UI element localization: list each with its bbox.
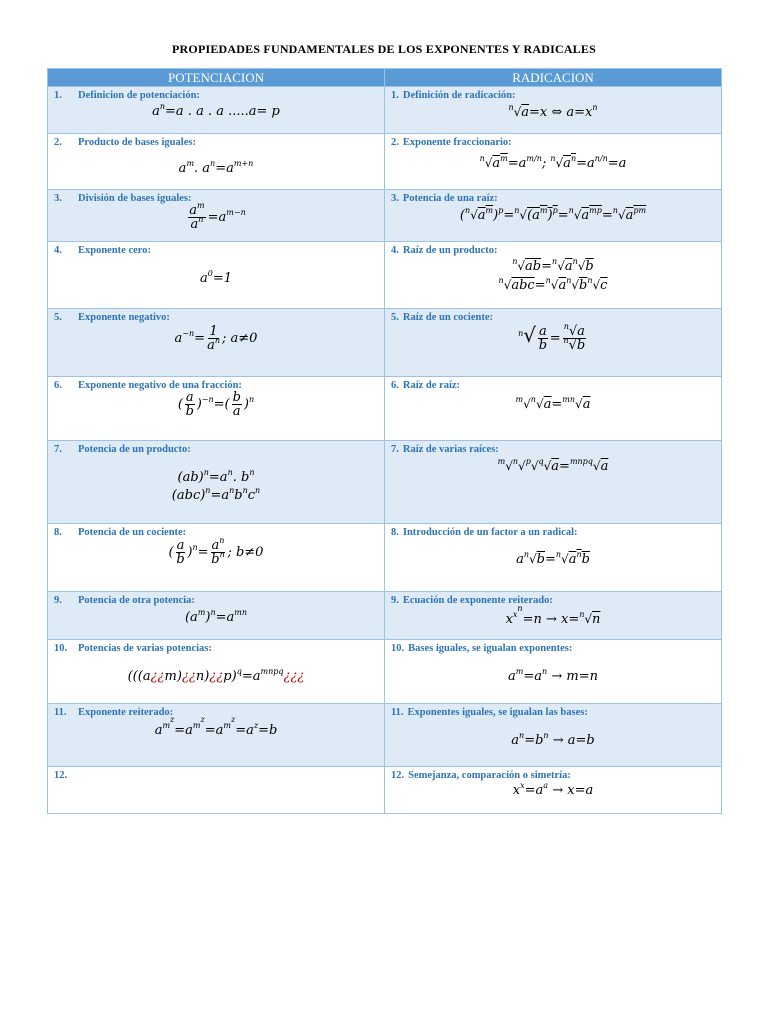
column-header-potenciacion: POTENCIACION <box>48 69 385 87</box>
formula: $^n$√ $\frac{a}{b}$ = $\frac{^n√a}{^n√b}$ <box>518 322 586 353</box>
item-number: 11. <box>54 707 67 718</box>
item-label: Definición de radicación: <box>402 90 516 101</box>
formula: $a^{m^z}=a^{m^z}=a^{m^z}=a^z=b$ <box>154 715 278 738</box>
item-number: 10. <box>391 643 405 654</box>
item-number: 11. <box>391 707 404 718</box>
item-label: Ecuación de exponente reiterado: <box>402 595 553 606</box>
radical-cell-12 <box>385 767 722 814</box>
formula: $^n√a^m=a^{m/n}$; $^n√a^n=a^{n/n}=a$ <box>479 154 627 171</box>
radical-cell-10 <box>385 640 722 704</box>
item-label: Potencia de otra potencia: <box>78 595 195 606</box>
potencia-cell-12 <box>48 767 385 814</box>
item-number: 4. <box>54 245 62 256</box>
formula: $a^m$. $a^n=a^{m+n}$ <box>178 159 254 176</box>
item-number: 7. <box>54 444 62 455</box>
formula: $(ab)^n=a^n$. $b^n$ <box>177 468 255 485</box>
potencia-cell-11 <box>48 704 385 767</box>
potencia-cell-8 <box>48 524 385 592</box>
properties-table <box>47 68 722 814</box>
radical-cell-6 <box>385 377 722 441</box>
radical-cell-2 <box>385 134 722 190</box>
item-number: 2. <box>54 137 62 148</box>
item-number: 8. <box>54 527 62 538</box>
item-label: Potencias de varias potencias: <box>78 643 212 654</box>
table-row <box>48 704 722 767</box>
formula: $a^n√b=^n√a^nb$ <box>516 550 590 567</box>
formula: $x^{x^n}=n \to x=^n√n$ <box>505 604 601 627</box>
item-number: 9. <box>391 595 399 606</box>
item-number: 9. <box>54 595 62 606</box>
potencia-cell-3 <box>48 190 385 242</box>
item-number: 5. <box>54 312 62 323</box>
item-number: 6. <box>391 380 399 391</box>
radical-cell-7 <box>385 441 722 524</box>
potencia-cell-1 <box>48 87 385 134</box>
table-row <box>48 87 722 134</box>
item-label: División de bases iguales: <box>78 193 192 204</box>
radical-cell-5 <box>385 309 722 377</box>
table-row <box>48 592 722 640</box>
item-label: Potencia de un producto: <box>78 444 191 455</box>
radical-cell-11 <box>385 704 722 767</box>
item-number: 1. <box>54 90 62 101</box>
item-number: 8. <box>391 527 399 538</box>
formula-2: $(abc)^n=a^nb^nc^n$ <box>171 486 261 503</box>
potencia-cell-4 <box>48 242 385 309</box>
table-row <box>48 190 722 242</box>
potencia-cell-2 <box>48 134 385 190</box>
item-number: 10. <box>54 643 68 654</box>
potencia-cell-9 <box>48 592 385 640</box>
formula: ( $\frac{a}{b}$ )$^{-n}$=( $\frac{b}{a}$ )$^n$ <box>177 390 255 419</box>
table-row <box>48 377 722 441</box>
table-row <box>48 134 722 190</box>
formula: $a^m=a^n \to m=n$ <box>508 667 598 684</box>
item-label: Exponente fraccionario: <box>402 137 512 148</box>
item-label: Raíz de un producto: <box>402 245 498 256</box>
table-row <box>48 524 722 592</box>
item-label: Semejanza, comparación o simetría: <box>408 770 571 781</box>
item-number: 2. <box>391 137 399 148</box>
formula: $(a^m)^n=a^{mn}$ <box>184 608 248 625</box>
column-header-radicacion: RADICACION <box>385 69 722 87</box>
table-row <box>48 441 722 524</box>
item-number: 3. <box>54 193 62 204</box>
item-label: Bases iguales, se igualan exponentes: <box>408 643 573 654</box>
radical-cell-8 <box>385 524 722 592</box>
formula: $a^n=a$ . a . a .....a= p <box>152 102 280 119</box>
formula: $^n√ab=^n√a^n√b$ <box>512 257 594 274</box>
item-label: Potencia de una raíz: <box>402 193 498 204</box>
formula: $a^n=b^n \to a=b$ <box>511 731 595 748</box>
formula: $a^{-n}=$ $\frac{1}{a^n}$ ; a≠0 <box>174 324 258 353</box>
radical-cell-1 <box>385 87 722 134</box>
item-label: Exponentes iguales, se igualan las bases: <box>407 707 588 718</box>
table-row <box>48 640 722 704</box>
table-row <box>48 767 722 814</box>
item-label: Exponente reiterado: <box>78 707 174 718</box>
formula: $(^n√a^m)^p=^n√(a^m)^p=^n√a^{mp}=^n√a^{pm}$ <box>459 206 647 223</box>
item-number: 6. <box>54 380 62 391</box>
item-number: 12. <box>391 770 405 781</box>
potencia-cell-10 <box>48 640 385 704</box>
item-label: Definicion de potenciación: <box>78 90 200 101</box>
formula: $\frac{a^m}{a^n}$ $=a^{m-n}$ <box>189 201 246 232</box>
table-row <box>48 242 722 309</box>
item-label: Raíz de un cociente: <box>402 312 493 323</box>
item-label: Raíz de varias raíces: <box>402 444 499 455</box>
radical-cell-9 <box>385 592 722 640</box>
item-label: Potencia de un cociente: <box>78 527 187 538</box>
potencia-cell-6 <box>48 377 385 441</box>
item-label: Exponente cero: <box>78 245 152 256</box>
item-number: 3. <box>391 193 399 204</box>
potencia-cell-7 <box>48 441 385 524</box>
formula: $^m$√$^n$√a=$^{mn}$√a <box>515 395 591 412</box>
item-label: Producto de bases iguales: <box>78 137 196 148</box>
table-row <box>48 309 722 377</box>
item-number: 12. <box>54 770 68 781</box>
item-number: 5. <box>391 312 399 323</box>
formula: ( $\frac{a}{b}$ )$^n$= $\frac{a^n}{b^n}$ ; b≠0 <box>168 536 264 567</box>
formula: $^n$√a=x ⇔ $a=x^n$ <box>508 103 598 120</box>
item-label: Exponente negativo de una fracción: <box>78 380 242 391</box>
radical-cell-4 <box>385 242 722 309</box>
formula: $a^0=1$ <box>199 269 233 286</box>
formula-2: $^n√abc=^n√a^n√b^n√c$ <box>498 276 608 293</box>
potencia-cell-5 <box>48 309 385 377</box>
item-number: 4. <box>391 245 399 256</box>
formula: $^m$√$^n$√$^p$√$^q$√a=$^{mnpq}$√a <box>497 457 609 474</box>
radical-cell-3 <box>385 190 722 242</box>
item-number: 7. <box>391 444 399 455</box>
formula: $x^x=a^a \to x=a$ <box>512 781 594 798</box>
document-title: PROPIEDADES FUNDAMENTALES DE LOS EXPONENTES Y RADICALES <box>172 42 596 56</box>
item-label: Raíz de raíz: <box>402 380 461 391</box>
item-label: Exponente negativo: <box>78 312 170 323</box>
formula: $(((a¿¿m)¿¿n)¿¿p)^q=a^{mnpq}¿¿¿$ <box>127 667 305 684</box>
item-label: Introducción de un factor a un radical: <box>402 527 578 538</box>
item-number: 1. <box>391 90 399 101</box>
